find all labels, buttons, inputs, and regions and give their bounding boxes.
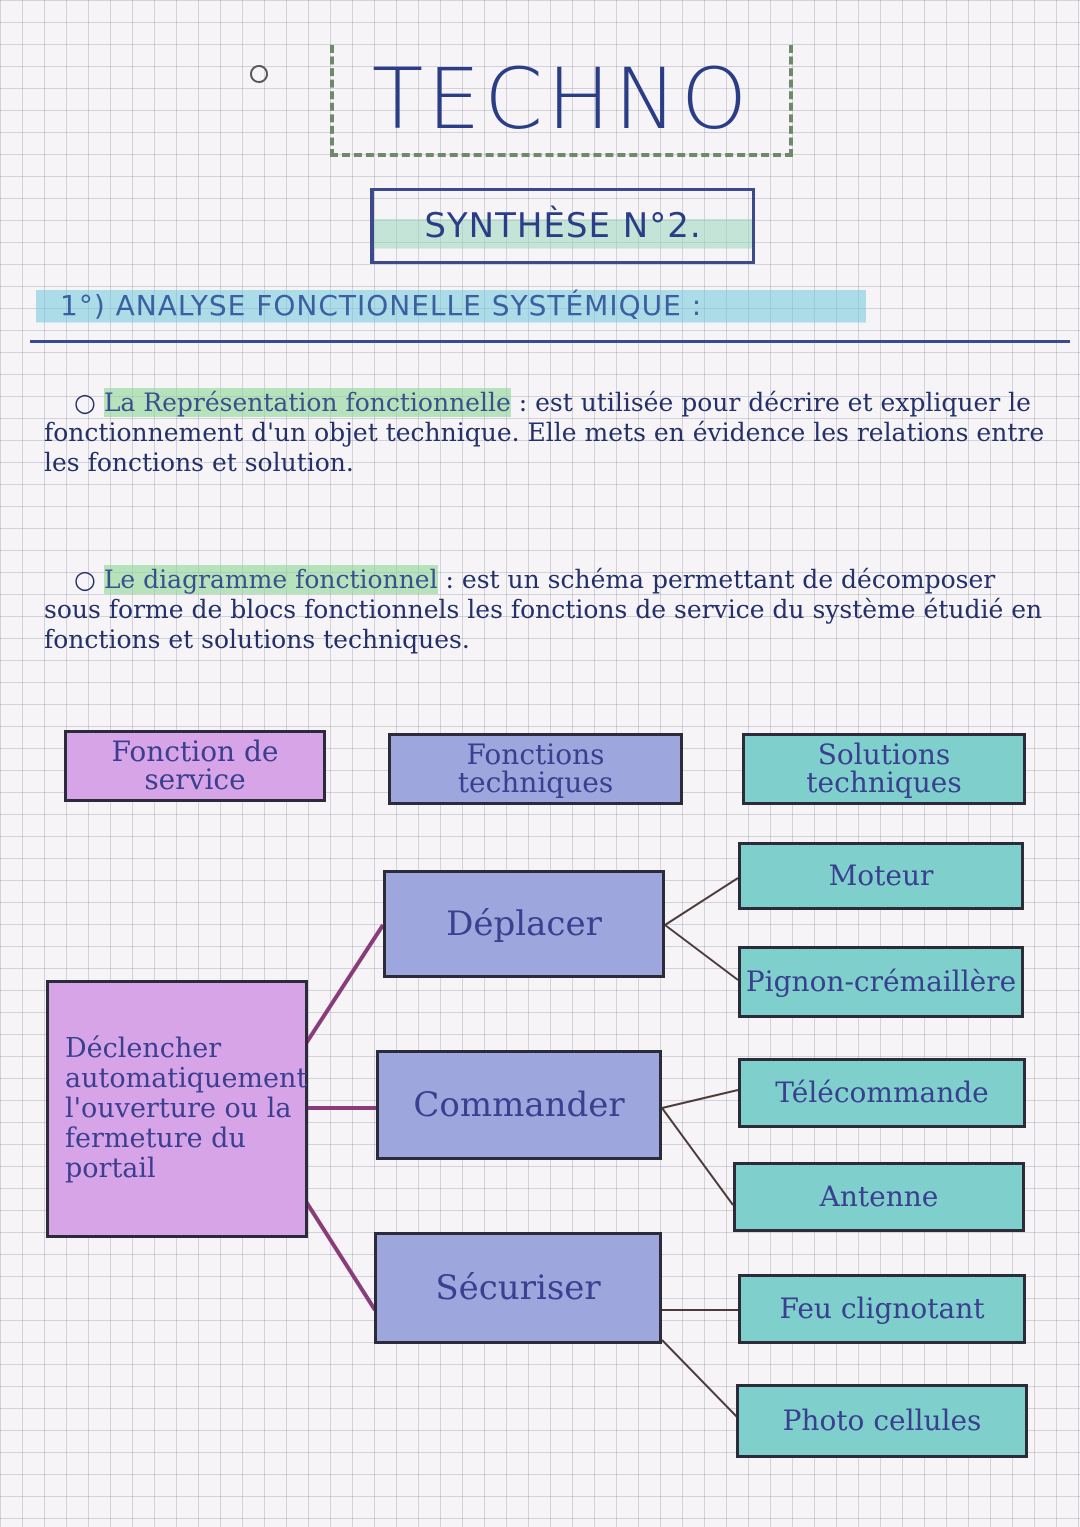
solution-photo-cellules: Photo cellules <box>736 1384 1028 1458</box>
service-function-box: Déclencher automatiquement l'ouverture ou la fermeture du portail <box>46 980 308 1238</box>
solution-moteur: Moteur <box>738 842 1024 910</box>
section-heading: 1°) ANALYSE FONCTIONELLE SYSTÉMIQUE : <box>60 288 703 322</box>
bullet-icon: ○ <box>74 565 96 594</box>
solution-connectors <box>662 878 738 1418</box>
solution-feu-clignotant: Feu clignotant <box>738 1274 1026 1344</box>
connector-commander-antenne <box>662 1108 733 1205</box>
connector-service-deplacer <box>305 925 383 1045</box>
column-header-technical: Fonctions techniques <box>388 733 683 805</box>
connector-deplacer-moteur <box>665 878 738 925</box>
definition-diagramme: : est un schéma permettant de décomposer sous forme de blocs fonctionnels les fonctions de service du système étudié en fonctions et solutions techniques. <box>44 565 1043 654</box>
solution-antenne: Antenne <box>733 1162 1025 1232</box>
technical-function-commander: Commander <box>376 1050 662 1160</box>
connector-deplacer-pignon <box>665 925 738 980</box>
subtitle: SYNTHÈSE N°2. <box>424 206 702 246</box>
technical-function-securiser: Sécuriser <box>374 1232 662 1344</box>
solution-telecommande: Télécommande <box>738 1058 1026 1128</box>
bullet-icon: ○ <box>74 388 96 417</box>
technical-function-deplacer: Déplacer <box>383 870 665 978</box>
connector-commander-telecommande <box>662 1090 738 1108</box>
column-header-service: Fonction de service <box>64 730 326 802</box>
column-header-solutions: Solutions techniques <box>742 733 1026 805</box>
page-title: TECHNO <box>371 50 752 148</box>
definition-representation: : est utilisée pour décrire et expliquer le fonctionnement d'un objet technique. Elle mets en évidence les relations entre les fonctions et solution. <box>44 388 1045 477</box>
term-diagramme: Le diagramme fonctionnel <box>103 565 438 594</box>
solution-pignon-cremaillere: Pignon-crémaillère <box>738 946 1024 1018</box>
connector-securiser-photo <box>662 1340 738 1418</box>
term-representation: La Représentation fonctionnelle <box>103 388 511 417</box>
service-connectors <box>305 925 383 1310</box>
connector-service-securiser <box>305 1200 375 1310</box>
